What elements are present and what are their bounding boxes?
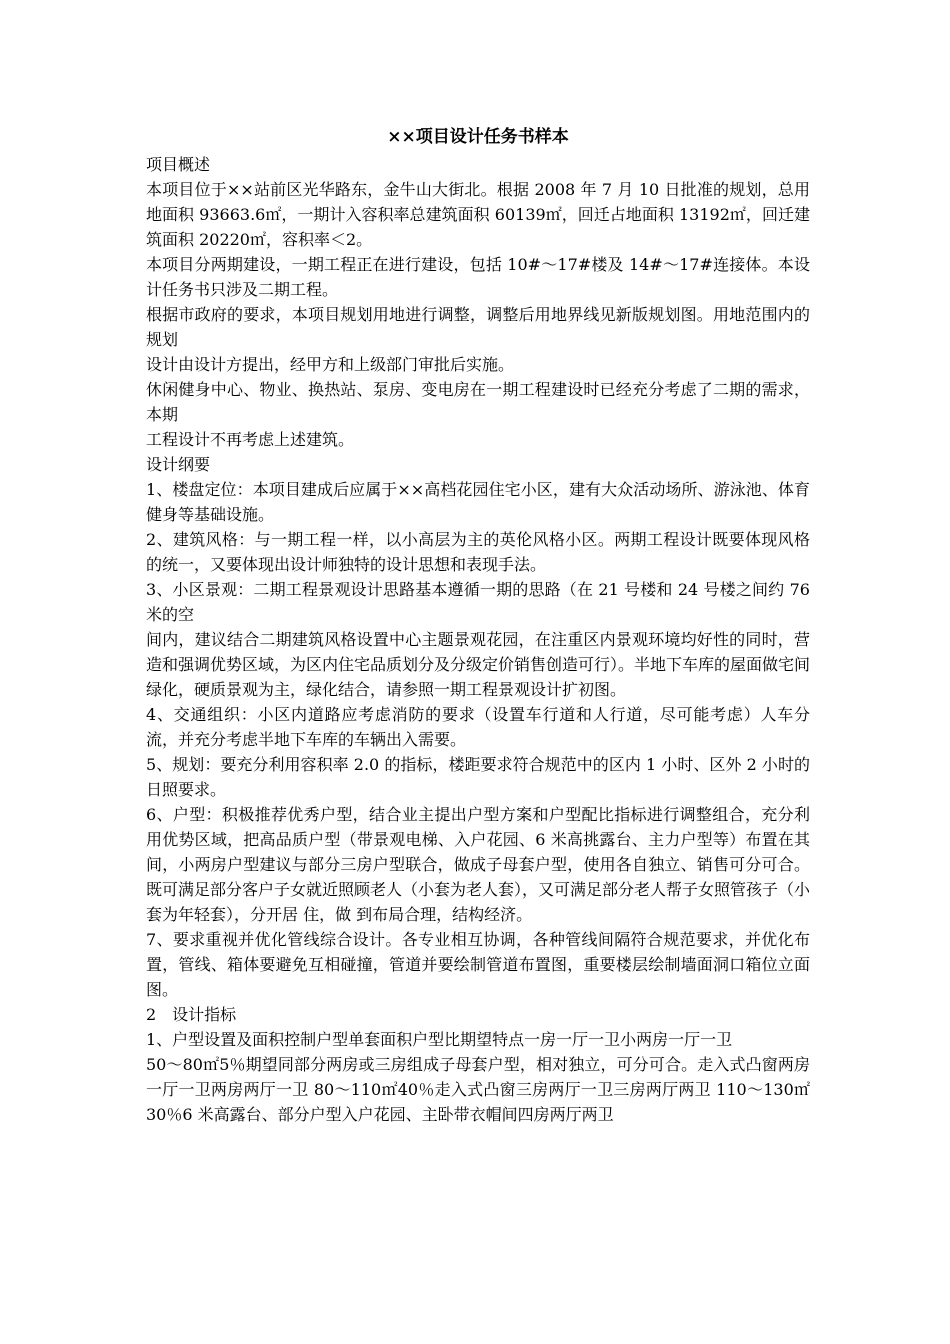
outline-item-positioning: 1、楼盘定位：本项目建成后应属于××高档花园住宅小区，建有大众活动场所、游泳池、体育健身等基础设施。 bbox=[146, 480, 810, 524]
outline-item-unit-types: 6、户型：积极推荐优秀户型，结合业主提出户型方案和户型配比指标进行调整组合，充分利用优势区域，把高品质户型（带景观电梯、入户花园、6 米高挑露台、主力户型等）布置在其间，小两房户型建议与部分三房户型联合，做成子母套户型，使用各自独立、销售可分可合。既可满足部分客户子女就近照顾老人（小套为老人套），又可满足部分老人帮子女照管孩子（小套为年轻套），分开居 住，做 到布局合理，结构经济。 bbox=[146, 805, 811, 924]
section-heading-indicators: 2 设计指标 bbox=[146, 1005, 237, 1024]
paragraph-approval: 设计由设计方提出，经甲方和上级部门审批后实施。 bbox=[146, 355, 515, 374]
outline-item-planning: 5、规划：要充分利用容积率 2.0 的指标，楼距要求符合规范中的区内 1 小时、区外 2 小时的日照要求。 bbox=[146, 755, 810, 799]
paragraph-adjustment: 根据市政府的要求，本项目规划用地进行调整，调整后用地界线见新版规划图。用地范围内的规划 bbox=[146, 305, 810, 349]
document-page bbox=[146, 124, 810, 1127]
document-title: ××项目设计任务书样本 bbox=[387, 127, 569, 147]
paragraph-exclusion: 工程设计不再考虑上述建筑。 bbox=[146, 430, 355, 449]
paragraph-facilities: 休闲健身中心、物业、换热站、泵房、变电房在一期工程建设时已经充分考虑了二期的需求，本期 bbox=[146, 380, 810, 424]
outline-item-traffic: 4、交通组织：小区内道路应考虑消防的要求（设置车行道和人行道，尽可能考虑）人车分流，并充分考虑半地下车库的车辆出入需要。 bbox=[146, 705, 810, 749]
section-heading-overview: 项目概述 bbox=[146, 155, 211, 174]
outline-item-style: 2、建筑风格：与一期工程一样，以小高层为主的英伦风格小区。两期工程设计既要体现风格的统一，又要体现出设计师独特的设计思想和表现手法。 bbox=[146, 530, 810, 574]
outline-item-pipelines: 7、要求重视并优化管线综合设计。各专业相互协调，各种管线间隔符合规范要求，并优化布置，管线、箱体要避免互相碰撞，管道并要绘制管道布置图，重要楼层绘制墙面洞口箱位立面图。 bbox=[146, 930, 810, 999]
indicator-item-unit-area: 1、户型设置及面积控制户型单套面积户型比期望特点一房一厅一卫小两房一厅一卫 bbox=[146, 1030, 733, 1049]
paragraph-phases: 本项目分两期建设，一期工程正在进行建设，包括 10#～17#楼及 14#～17#连接体。本设计任务书只涉及二期工程。 bbox=[146, 255, 810, 299]
section-heading-outline: 设计纲要 bbox=[146, 455, 211, 474]
indicator-item-unit-area-continued: 50～80㎡5％期望同部分两房或三房组成子母套户型，相对独立，可分可合。走入式凸窗两房一厅一卫两房两厅一卫 80～110㎡40％走入式凸窗三房两厅一卫三房两厅两卫 110～130㎡30％6 米高露台、部分户型入户花园、主卧带衣帽间四房两厅两卫 bbox=[146, 1055, 810, 1124]
outline-item-landscape: 3、小区景观：二期工程景观设计思路基本遵循一期的思路（在 21 号楼和 24 号楼之间约 76 米的空 bbox=[146, 580, 810, 624]
outline-item-landscape-continued: 间内，建议结合二期建筑风格设置中心主题景观花园，在注重区内景观环境均好性的同时，营造和强调优势区域，为区内住宅品质划分及分级定价销售创造可行）。半地下车库的屋面做宅间绿化，硬质景观为主，绿化结合，请参照一期工程景观设计扩初图。 bbox=[146, 630, 811, 699]
paragraph-location: 本项目位于××站前区光华路东，金牛山大街北。根据 2008 年 7 月 10 日批准的规划，总用地面积 93663.6㎡，一期计入容积率总建筑面积 60139㎡，回迁占地面积 13192㎡，回迁建筑面积 20220㎡，容积率＜2。 bbox=[146, 180, 810, 249]
